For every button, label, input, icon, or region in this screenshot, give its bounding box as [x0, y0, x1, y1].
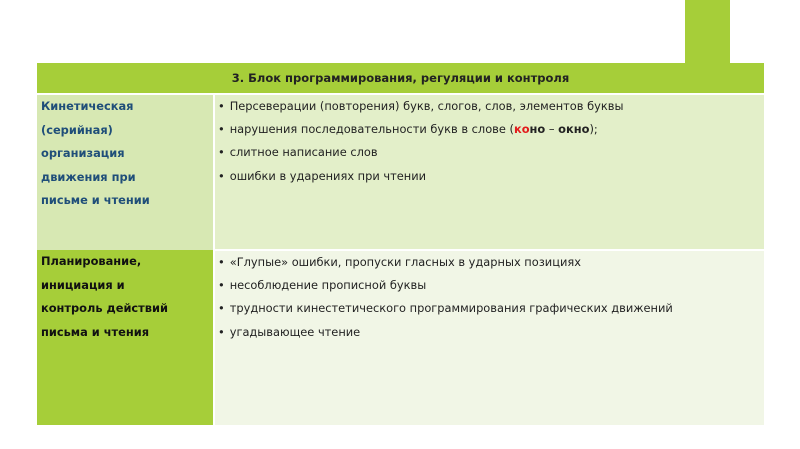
example-end: );	[589, 122, 598, 137]
row-title-line: Кинетическая	[41, 99, 134, 113]
list-item-text: Персеверации (повторения) букв, слогов, слов, элементов буквы	[229, 99, 624, 113]
bullet-list	[215, 95, 764, 188]
list-item	[218, 118, 764, 141]
row-title	[37, 250, 214, 425]
row-title-line: движения при	[41, 169, 136, 184]
example-rest: но	[529, 122, 546, 137]
list-item	[218, 274, 764, 297]
example-word: окно	[558, 122, 590, 137]
row-title	[37, 94, 214, 250]
row-title-line: контроль действий	[41, 301, 168, 315]
row-title-line: (серийная)	[41, 122, 113, 137]
list-item	[218, 251, 764, 274]
row-content	[214, 94, 764, 250]
list-item-text: ошибки в ударениях при чтении	[229, 168, 427, 183]
table-row	[37, 94, 764, 250]
list-item-text: слитное написание слов	[229, 145, 378, 160]
list-item	[218, 141, 764, 164]
table-header: 3. Блок программирования, регуляции и контроля	[37, 63, 764, 94]
row-content	[214, 250, 764, 425]
row-title-line: организация	[41, 146, 125, 160]
list-item	[218, 165, 764, 188]
table-row	[37, 250, 764, 425]
row-title-line: Планирование,	[41, 254, 142, 268]
list-item-text: несоблюдение прописной буквы	[229, 278, 427, 293]
list-item	[218, 95, 764, 118]
list-item	[218, 297, 764, 320]
content-table	[37, 63, 764, 425]
accent-bar	[685, 0, 730, 63]
list-item-text: «Глупые» ошибки, пропуски гласных в ударных позициях	[229, 255, 581, 269]
list-item-text: нарушения последовательности букв в слове (	[229, 122, 514, 137]
list-item-text: угадывающее чтение	[229, 324, 361, 339]
row-title-line: инициация и	[41, 277, 125, 292]
example-dash: –	[545, 122, 559, 137]
example-highlight: ко	[513, 122, 530, 137]
row-title-line: письма и чтения	[41, 324, 150, 339]
list-item	[218, 321, 764, 344]
bullet-list	[215, 251, 764, 344]
list-item-text: трудности кинестетического программирования графических движений	[229, 301, 673, 316]
row-title-line: письме и чтении	[41, 193, 150, 207]
